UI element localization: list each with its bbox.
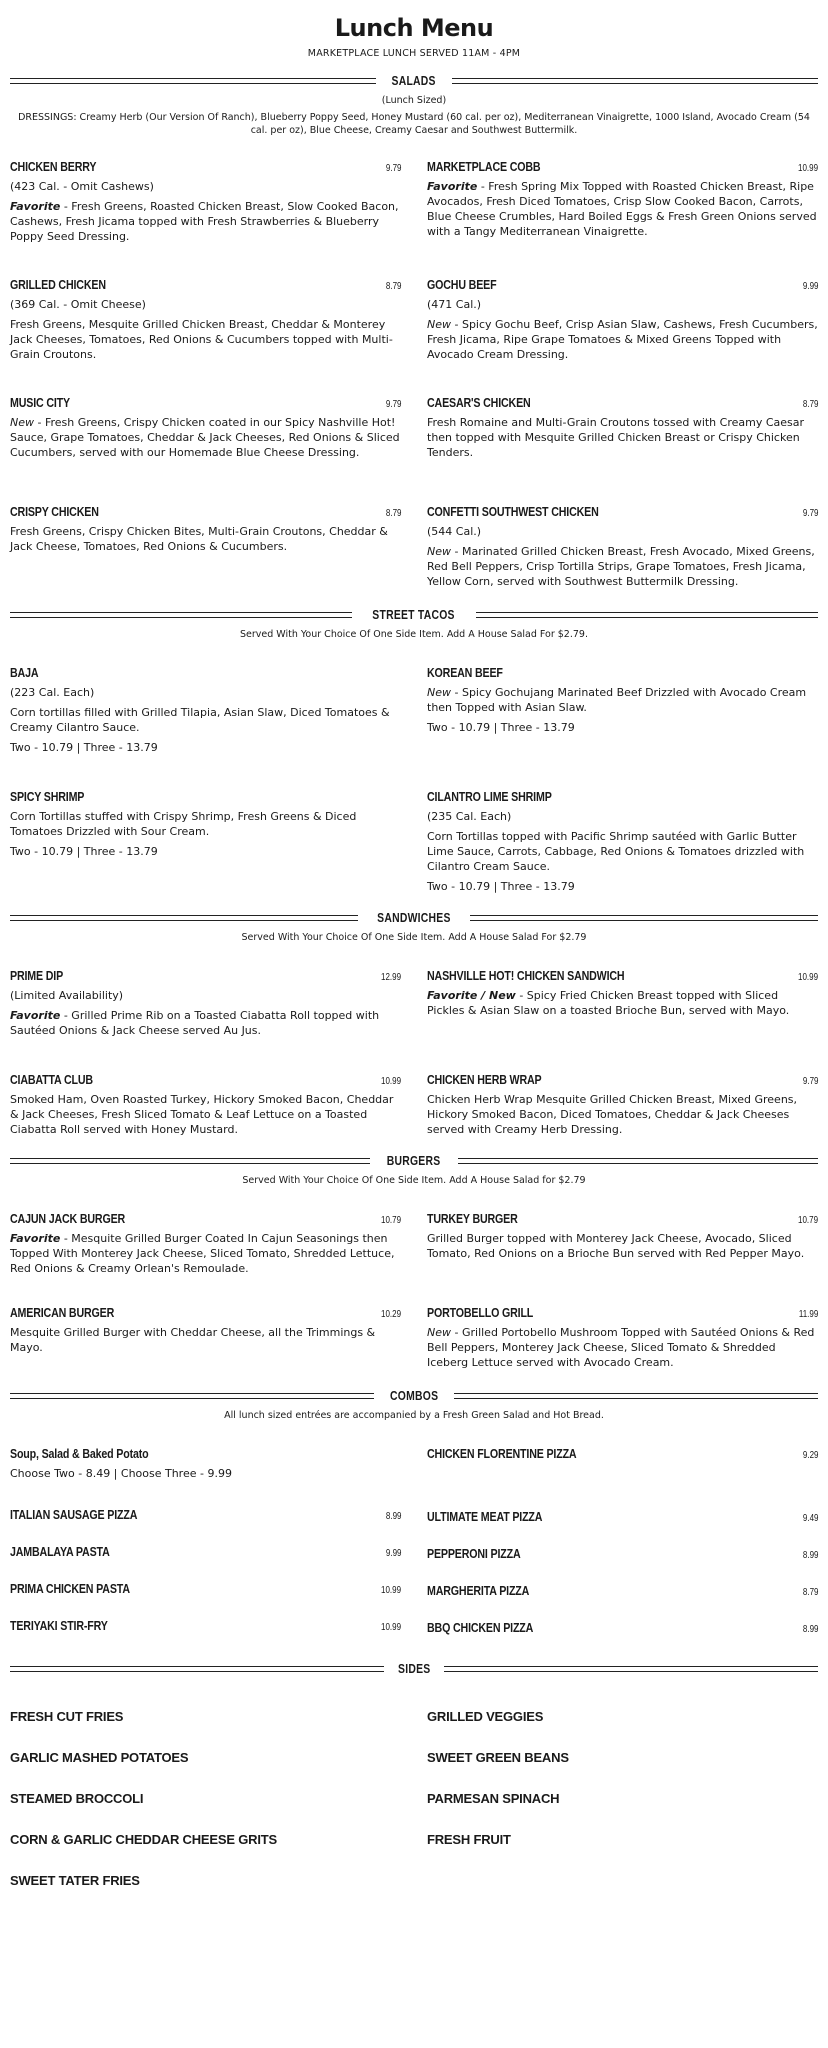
item-name: CILANTRO LIME SHRIMP — [427, 789, 552, 804]
item-price: 10.79 — [797, 1215, 818, 1226]
item-price: 8.99 — [802, 1550, 818, 1561]
divider — [10, 915, 358, 921]
section-title: COMBOS — [389, 1388, 439, 1403]
divider — [10, 1393, 374, 1399]
item-name: JAMBALAYA PASTA — [10, 1544, 110, 1559]
item-name: Soup, Salad & Baked Potato — [10, 1446, 149, 1461]
item-name: PEPPERONI PIZZA — [427, 1546, 521, 1561]
item-description: Smoked Ham, Oven Roasted Turkey, Hickory Smoked Bacon, Cheddar & Jack Cheeses, Fresh Sliced Tomato & Leaf Lettuce on a Toasted Ciabatta Roll served with Honey Mustard. — [10, 1093, 394, 1136]
item-name: BBQ CHICKEN PIZZA — [427, 1620, 534, 1635]
menu-item — [10, 1446, 401, 1481]
salads-right-column — [427, 159, 818, 603]
item-name: MARGHERITA PIZZA — [427, 1583, 530, 1598]
item-tag: Favorite — [10, 1009, 61, 1022]
item-name: FRESH CUT FRIES — [10, 1709, 124, 1724]
item-price: 10.99 — [380, 1622, 401, 1633]
item-description: Corn tortillas filled with Grilled Tilapia, Asian Slaw, Diced Tomatoes & Creamy Cilantro Sauce. — [10, 706, 390, 734]
item-price: 11.99 — [798, 1309, 818, 1320]
item-description: Favorite / New - Spicy Fried Chicken Breast topped with Sliced Pickles & Asian Slaw on a toasted Brioche Bun, served with Mayo. — [427, 989, 790, 1017]
item-tag: Favorite — [10, 1232, 61, 1245]
combos-right-column — [427, 1446, 818, 1657]
menu-item — [10, 1618, 401, 1633]
item-tag: New — [10, 416, 34, 429]
divider — [10, 1158, 370, 1164]
menu-item — [427, 1509, 818, 1524]
menu-item — [427, 968, 818, 1058]
item-calories: (423 Cal. - Omit Cashews) — [10, 180, 154, 193]
item-price: 8.79 — [802, 1587, 818, 1598]
list-item — [427, 1706, 818, 1725]
item-name: CAJUN JACK BURGER — [10, 1211, 126, 1226]
menu-item — [427, 1305, 818, 1370]
menu-item — [10, 1072, 401, 1137]
tacos-list — [0, 665, 828, 908]
item-price: 8.99 — [385, 1511, 401, 1522]
item-tag: New — [427, 1326, 451, 1339]
item-name: SWEET GREEN BEANS — [427, 1750, 569, 1765]
menu-item — [427, 504, 818, 589]
menu-item — [10, 665, 401, 775]
item-name: PRIME DIP — [10, 968, 64, 983]
item-name: FRESH FRUIT — [427, 1832, 511, 1847]
item-prices: Two - 10.79 | Three - 13.79 — [427, 880, 575, 893]
sandwiches-section-heading — [0, 910, 828, 925]
item-price: 10.99 — [797, 163, 818, 174]
list-item — [427, 1829, 818, 1848]
tacos-section-heading — [0, 607, 828, 622]
item-prices: Two - 10.79 | Three - 13.79 — [427, 721, 575, 734]
list-item — [427, 1747, 818, 1766]
item-calories: (235 Cal. Each) — [427, 810, 512, 823]
item-name: MUSIC CITY — [10, 395, 70, 410]
menu-item — [427, 159, 818, 263]
item-tag: Favorite — [10, 200, 61, 213]
section-title: SIDES — [397, 1661, 431, 1676]
sides-right-column — [427, 1706, 818, 1911]
item-calories: (544 Cal.) — [427, 525, 482, 538]
list-item — [10, 1747, 401, 1766]
item-description: Fresh Romaine and Multi-Grain Croutons tossed with Creamy Caesar then topped with Mesquite Grilled Chicken Breast or Crispy Chicken Tenders. — [427, 416, 805, 459]
menu-item — [10, 1507, 401, 1522]
item-name: BAJA — [10, 665, 39, 680]
item-name: CHICKEN BERRY — [10, 159, 97, 174]
divider — [454, 1393, 818, 1399]
sandwiches-list — [0, 968, 828, 1151]
combos-left-column — [10, 1446, 401, 1657]
sandwiches-note: Served With Your Choice Of One Side Item. Add A House Salad For $2.79 — [241, 932, 587, 943]
sandwiches-left-column — [10, 968, 401, 1151]
divider — [452, 78, 818, 84]
page-title: Lunch Menu — [334, 14, 494, 42]
item-name: NASHVILLE HOT! CHICKEN SANDWICH — [427, 968, 625, 983]
list-item — [10, 1870, 401, 1889]
section-title: SANDWICHES — [377, 910, 451, 925]
list-item — [10, 1706, 401, 1725]
item-name: PORTOBELLO GRILL — [427, 1305, 534, 1320]
item-name: TERIYAKI STIR-FRY — [10, 1618, 108, 1633]
menu-item — [10, 968, 401, 1058]
item-price: 8.99 — [802, 1624, 818, 1635]
item-price: 9.79 — [802, 1076, 818, 1087]
page-subtitle: MARKETPLACE LUNCH SERVED 11AM - 4PM — [307, 48, 521, 59]
item-calories: (223 Cal. Each) — [10, 686, 95, 699]
item-description: New - Spicy Gochu Beef, Crisp Asian Slaw, Cashews, Fresh Cucumbers, Fresh Jicama, Ripe Grape Tomatoes & Mixed Greens Topped with Avocado Cream Dressing. — [427, 318, 818, 361]
menu-item — [427, 1446, 818, 1461]
item-price: 10.29 — [380, 1309, 401, 1320]
item-name: AMERICAN BURGER — [10, 1305, 115, 1320]
salads-dressings-note: DRESSINGS: Creamy Herb (Our Version Of Ranch), Blueberry Poppy Seed, Honey Mustard (60 cal. per oz), Mediterranean Vinaigrette, 1000 Island, Avocado Cream (54 cal. per oz), Blue Cheese, Creamy Caesar and Southwest Buttermilk. — [18, 112, 810, 136]
section-title: BURGERS — [387, 1153, 441, 1168]
item-name: CORN & GARLIC CHEDDAR CHEESE GRITS — [10, 1832, 277, 1847]
list-item — [10, 1829, 401, 1848]
item-price: 9.79 — [385, 399, 401, 410]
item-prices: Two - 10.79 | Three - 13.79 — [10, 741, 158, 754]
burgers-note: Served With Your Choice Of One Side Item. Add A House Salad for $2.79 — [242, 1175, 586, 1186]
item-price: 10.99 — [797, 972, 818, 983]
item-tag: New — [427, 545, 451, 558]
combos-section-heading — [0, 1388, 828, 1403]
divider — [470, 915, 818, 921]
tacos-note: Served With Your Choice Of One Side Item. Add A House Salad For $2.79. — [240, 629, 588, 640]
divider — [10, 612, 352, 618]
item-description: Corn Tortillas topped with Pacific Shrimp sautéed with Garlic Butter Lime Sauce, Carrots, Cabbage, Red Onions & Tomatoes drizzled with Cilantro Cream Sauce. — [427, 830, 805, 873]
item-price: 9.29 — [802, 1450, 818, 1461]
item-prices: Choose Two - 8.49 | Choose Three - 9.99 — [10, 1467, 232, 1480]
sides-left-column — [10, 1706, 401, 1911]
item-name: PARMESAN SPINACH — [427, 1791, 560, 1806]
item-description: Fresh Greens, Mesquite Grilled Chicken Breast, Cheddar & Monterey Jack Cheeses, Tomatoes, Red Onions & Cucumbers topped with Multi-Grain Croutons. — [10, 318, 393, 361]
item-description: New - Grilled Portobello Mushroom Topped with Sautéed Onions & Red Bell Peppers, Monterey Jack Cheese, Sliced Tomato & Shredded Iceberg Lettuce served with Avocado Cream. — [427, 1326, 815, 1369]
menu-item — [427, 665, 818, 775]
item-price: 8.79 — [385, 281, 401, 292]
item-description: Favorite - Fresh Spring Mix Topped with Roasted Chicken Breast, Ripe Avocados, Fresh Diced Tomatoes, Crisp Slow Cooked Bacon, Carrots, Blue Cheese Crumbles, Hard Boiled Eggs & Fresh Green Onions served with a Tangy Mediterranean Vinaigrette. — [427, 180, 817, 238]
list-item — [427, 1788, 818, 1807]
menu-item — [10, 159, 401, 263]
item-description: Favorite - Fresh Greens, Roasted Chicken Breast, Slow Cooked Bacon, Cashews, Fresh Jicama topped with Fresh Strawberries & Blueberry Poppy Seed Dressing. — [10, 200, 399, 243]
item-calories: (Limited Availability) — [10, 989, 124, 1002]
menu-item — [10, 395, 401, 490]
item-name: GOCHU BEEF — [427, 277, 497, 292]
item-description: New - Marinated Grilled Chicken Breast, Fresh Avocado, Mixed Greens, Red Bell Peppers, Crisp Tortilla Strips, Grape Tomatoes, Fresh Jicama, Yellow Corn, served with Southwest Buttermilk Dressing. — [427, 545, 815, 588]
item-price: 10.99 — [380, 1076, 401, 1087]
item-tag: New — [427, 686, 451, 699]
combos-note: All lunch sized entrées are accompanied by a Fresh Green Salad and Hot Bread. — [224, 1410, 604, 1421]
item-tag: New — [427, 318, 451, 331]
combos-list — [0, 1446, 828, 1657]
menu-item — [10, 1211, 401, 1291]
item-calories: (369 Cal. - Omit Cheese) — [10, 298, 146, 311]
item-name: ULTIMATE MEAT PIZZA — [427, 1509, 543, 1524]
item-price: 10.99 — [380, 1585, 401, 1596]
item-tag: Favorite / New — [427, 989, 516, 1002]
menu-item — [10, 1305, 401, 1355]
item-name: CRISPY CHICKEN — [10, 504, 99, 519]
menu-item — [427, 1072, 818, 1137]
item-prices: Two - 10.79 | Three - 13.79 — [10, 845, 158, 858]
item-calories: (471 Cal.) — [427, 298, 482, 311]
menu-item — [427, 395, 818, 490]
divider — [10, 78, 376, 84]
item-name: KOREAN BEEF — [427, 665, 503, 680]
divider — [476, 612, 818, 618]
item-name: MARKETPLACE COBB — [427, 159, 541, 174]
item-name: ITALIAN SAUSAGE PIZZA — [10, 1507, 138, 1522]
salads-section-heading — [0, 73, 828, 88]
item-name: GRILLED VEGGIES — [427, 1709, 544, 1724]
item-price: 12.99 — [380, 972, 401, 983]
item-name: SWEET TATER FRIES — [10, 1873, 140, 1888]
item-name: TURKEY BURGER — [427, 1211, 518, 1226]
item-name: PRIMA CHICKEN PASTA — [10, 1581, 130, 1596]
item-description: Mesquite Grilled Burger with Cheddar Cheese, all the Trimmings & Mayo. — [10, 1326, 376, 1354]
burgers-section-heading — [0, 1153, 828, 1168]
item-name: CHICKEN HERB WRAP — [427, 1072, 542, 1087]
item-tag: Favorite — [427, 180, 478, 193]
item-name: GARLIC MASHED POTATOES — [10, 1750, 189, 1765]
salads-left-column — [10, 159, 401, 603]
item-description: Chicken Herb Wrap Mesquite Grilled Chicken Breast, Mixed Greens, Hickory Smoked Bacon, Diced Tomatoes, Cheddar & Jack Cheeses served with Creamy Herb Dressing. — [427, 1093, 798, 1136]
divider — [444, 1666, 818, 1672]
item-price: 9.79 — [802, 508, 818, 519]
divider — [10, 1666, 384, 1672]
salads-list — [0, 159, 828, 603]
item-description: New - Spicy Gochujang Marinated Beef Drizzled with Avocado Cream then Topped with Asian Slaw. — [427, 686, 807, 714]
item-price: 8.79 — [385, 508, 401, 519]
menu-item — [427, 1583, 818, 1598]
item-price: 9.99 — [802, 281, 818, 292]
item-name: SPICY SHRIMP — [10, 789, 85, 804]
section-title: SALADS — [391, 73, 437, 88]
item-price: 9.49 — [802, 1513, 818, 1524]
item-description: Fresh Greens, Crispy Chicken Bites, Multi-Grain Croutons, Cheddar & Jack Cheese, Tomatoes, Red Onions & Cucumbers. — [10, 525, 388, 553]
menu-item — [427, 1211, 818, 1291]
item-description: Grilled Burger topped with Monterey Jack Cheese, Avocado, Sliced Tomato, Red Onions on a Brioche Bun served with Red Pepper Mayo. — [427, 1232, 805, 1260]
burgers-left-column — [10, 1211, 401, 1384]
menu-item — [427, 1620, 818, 1635]
item-price: 9.79 — [385, 163, 401, 174]
sides-section-heading — [0, 1661, 828, 1676]
sandwiches-right-column — [427, 968, 818, 1151]
menu-item — [427, 1546, 818, 1561]
item-name: CONFETTI SOUTHWEST CHICKEN — [427, 504, 599, 519]
menu-item — [427, 789, 818, 894]
menu-item — [427, 277, 818, 381]
item-price: 8.79 — [802, 399, 818, 410]
item-price: 9.99 — [385, 1548, 401, 1559]
menu-item — [10, 1544, 401, 1559]
menu-header — [0, 0, 828, 59]
list-item — [10, 1788, 401, 1807]
item-description: New - Fresh Greens, Crispy Chicken coated in our Spicy Nashville Hot! Sauce, Grape Tomatoes, Cheddar & Jack Cheeses, Red Onions & Sliced Cucumbers, served with our Homemade Blue Cheese Dressing. — [10, 416, 400, 459]
tacos-left-column — [10, 665, 401, 908]
menu-item — [10, 277, 401, 381]
burgers-right-column — [427, 1211, 818, 1384]
salads-size-note: (Lunch Sized) — [381, 95, 447, 106]
tacos-right-column — [427, 665, 818, 908]
item-description: Corn Tortillas stuffed with Crispy Shrimp, Fresh Greens & Diced Tomatoes Drizzled with Sour Cream. — [10, 810, 357, 838]
sides-list — [0, 1706, 828, 1911]
item-name: CHICKEN FLORENTINE PIZZA — [427, 1446, 577, 1461]
burgers-list — [0, 1211, 828, 1384]
divider — [458, 1158, 818, 1164]
item-description: Favorite - Grilled Prime Rib on a Toasted Ciabatta Roll topped with Sautéed Onions & Jack Cheese served Au Jus. — [10, 1009, 380, 1037]
item-name: STEAMED BROCCOLI — [10, 1791, 144, 1806]
section-title: STREET TACOS — [372, 607, 456, 622]
item-price: 10.79 — [380, 1215, 401, 1226]
item-name: GRILLED CHICKEN — [10, 277, 106, 292]
item-name: CAESAR'S CHICKEN — [427, 395, 531, 410]
item-description: Favorite - Mesquite Grilled Burger Coated In Cajun Seasonings then Topped With Monterey Jack Cheese, Sliced Tomato, Shredded Lettuce, Red Onions & Creamy Orlean's Remoulade. — [10, 1232, 395, 1275]
menu-item — [10, 1581, 401, 1596]
menu-item — [10, 504, 401, 554]
menu-item — [10, 789, 401, 859]
item-name: CIABATTA CLUB — [10, 1072, 93, 1087]
